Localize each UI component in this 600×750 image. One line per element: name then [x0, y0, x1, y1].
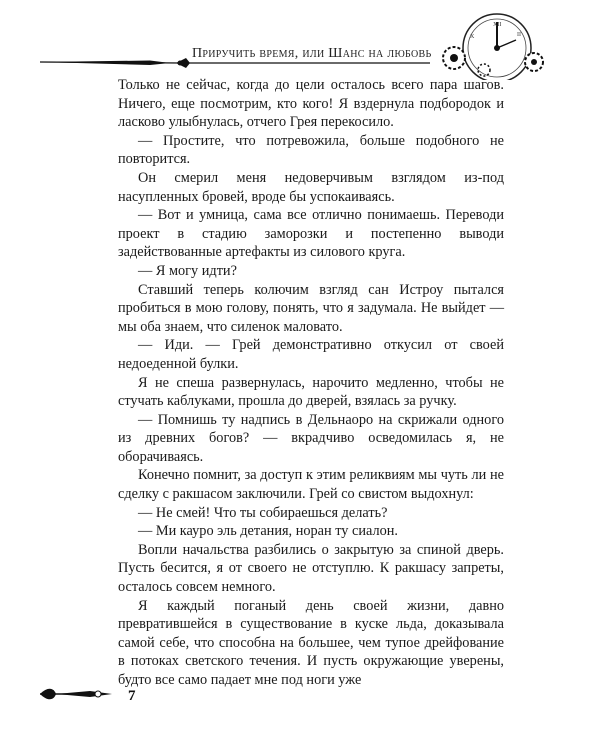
svg-text:X: X: [470, 34, 475, 40]
book-text: [118, 76, 504, 690]
paragraph: Только не сейчас, когда до цели осталось всего пара шагов. Ничего, еще посмотрим, кто кого! Я вздернула подбородок и ласково улыбнулась, отчего Грея перекосило.: [118, 77, 504, 131]
page-number: 7: [128, 688, 136, 704]
paragraph: Конечно помнит, за доступ к этим реликвиям мы чуть ли не сделку с ракшасом заключили. Грей со свистом выдохнул:: [118, 467, 504, 503]
paragraph: — Ми кауро эль детания, норан ту сиалон.: [138, 523, 398, 540]
paragraph: Он смерил меня недоверчивым взглядом из-под насупленных бровей, вроде бы успокаиваясь.: [118, 169, 504, 205]
running-title: Приручить время, или Шанс на любовь: [192, 46, 432, 61]
paragraph: — Не смей! Что ты собираешься делать?: [138, 504, 388, 521]
paragraph: Ставший теперь колючим взгляд сан Истроу пытался пробиться в мою голову, понять, что я задумала. Не выйдет — мы оба знаем, что силенок маловато.: [118, 281, 504, 335]
paragraph: — Помнишь ту надпись в Дельнаоро на скрижали одного из древних богов? — вкрадчиво осведомилась я, не оборачиваясь.: [118, 411, 504, 465]
svg-text:XII: XII: [493, 22, 502, 28]
paragraph: Вопли начальства разбились о закрытую за спиной дверь. Пусть бесится, я от своего не отступлю. К ракшасу запреты, осталось совсем немного.: [118, 541, 504, 596]
page-footer: [0, 676, 600, 716]
paragraph: — Иди. — Грей демонстративно откусил от своей недоеденной булки.: [118, 337, 504, 372]
paragraph: — Вот и умница, сама все отлично понимаешь. Переводи проект в стадию заморозки и постепенно выводи задействованные артефакты из силового круга.: [118, 207, 504, 261]
header-ornament: [0, 0, 600, 80]
paragraph: — Простите, что потревожила, больше подобного не повторится.: [118, 132, 504, 168]
paragraph: Я каждый поганый день своей жизни, давно превратившейся в существование в куске льда, доказывала самой себе, что способна на большее, чем тупое дрейфование в потоках светского течения. И пусть окружающие уверены, будто все само падает мне под ноги уже: [118, 597, 504, 688]
paragraph: Я не спеша развернулась, нарочито медленно, чтобы не стучать каблуками, прошла до дверей, взялась за ручку.: [118, 374, 504, 410]
svg-text:II: II: [517, 32, 521, 38]
paragraph: — Я могу идти?: [138, 262, 237, 279]
clock-gears-icon: [443, 14, 543, 80]
page-header: [0, 0, 600, 80]
clock-hand-ornament-icon: [0, 676, 600, 716]
